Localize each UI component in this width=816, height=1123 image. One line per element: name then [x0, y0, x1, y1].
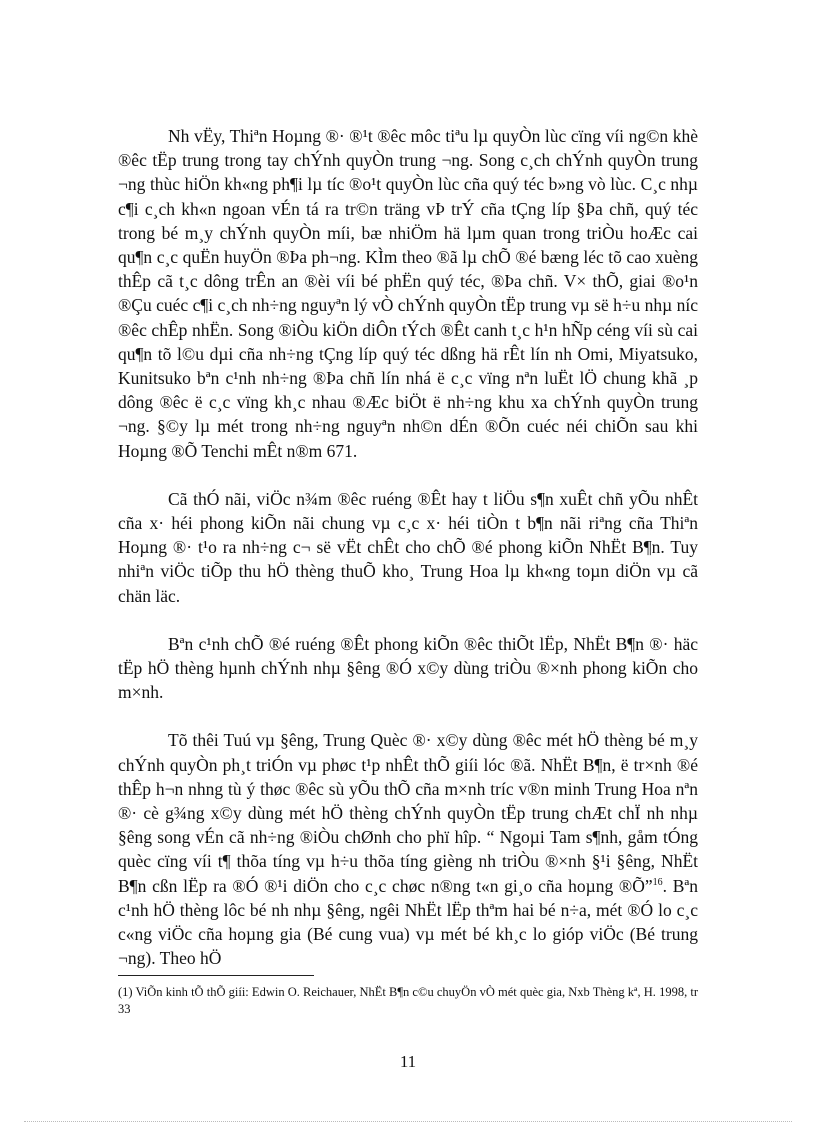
paragraph-3: Bªn c¹nh chÕ ®é ruéng ®Êt phong kiÕn ®êc thiÕt lËp, NhËt B¶n ®· häc tËp hÖ thèng hµnh chÝnh nhµ §êng ®Ó x©y dùng triÒu ®×nh phong kiÕn cho m×nh.	[118, 633, 698, 703]
page-bottom-divider	[24, 1121, 792, 1122]
paragraph-4: Tõ thêi Tuú vµ §êng, Trung Quèc ®· x©y dùng ®êc mét hÖ thèng bé m¸y chÝnh quyÒn ph¸t triÓn vµ phøc t¹p nhÊt thÕ giíi lóc ®ã. NhËt B¶n, ë tr×nh ®é thÊp h¬n nhng tù ý thøc ®êc sù yÕu thÕ cña m×nh tríc v®n minh Trung Hoa nªn ®· cè g¾ng x©y dùng mét hÖ thèng chÝnh quyÒn tËp trung chÆt chÏ nh nhµ §êng song vÉn cã nh÷ng ®iÒu chØnh cho phï hîp. “ Ngoµi Tam s¶nh, gåm tÓng quèc cïng víi t¶ thõa tíng vµ h÷u thõa tíng gièng nh triÒu ®×nh §¹i §êng, NhËt B¶n cßn lËp ra ®Ó ®¹i diÖn cho c¸c chøc n®ng t«n gi¸o cña hoµng ®Õ”$^{16}$. Bªn c¹nh hÖ thèng lôc bé nh nhµ §êng, ngêi NhËt lËp thªm hai bé n÷a, mét ®Ó lo c¸c c«ng viÖc cña hoµng gia (Bé cung vua) vµ mét bé kh¸c lo gióp viÖc (Bé trung ¬ng). Theo hÖ	[118, 730, 699, 969]
paragraph-2: Cã thÓ nãi, viÖc n¾m ®êc ruéng ®Êt hay t liÖu s¶n xuÊt chñ yÕu nhÊt cña x· héi phong kiÕn nãi chung vµ c¸c x· héi tiÒn t b¶n nãi riªng cña Thiªn Hoµng ®· t¹o ra nh÷ng c¬ së vËt chÊt cho chÕ ®é phong kiÕn NhËt B¶n. Tuy nhiªn viÖc tiÕp thu hÖ thèng thuÕ kho¸ Trung Hoa lµ kh«ng toµn diÖn vµ cã chän läc.	[118, 488, 698, 606]
paragraph-4-text: Tõ thêi Tuú vµ §êng, Trung Quèc ®· x©y dùng ®êc mét hÖ thèng bé m¸y chÝnh quyÒn ph¸t triÓn vµ phøc t¹p nhÊt thÕ giíi lóc ®ã. NhËt B¶n, ë tr×nh ®é thÊp h¬n nhng tù ý thøc ®êc sù yÕu thÕ cña m×nh tríc v®n minh Trung Hoa nªn ®· cè g¾ng x©y dùng mét hÖ thèng chÝnh quyÒn tËp trung chÆt chÏ nh nhµ §êng song vÉn cã nh÷ng ®iÒu chØnh cho phï hîp. “ Ngoµi Tam s¶nh, gåm tÓng quèc cïng víi t¶ thõa tíng vµ h÷u thõa tíng gièng nh triÒu ®×nh §¹i §êng, NhËt B¶n cßn lËp ra ®Ó ®¹i diÖn cho c¸c chøc n®ng t«n gi¸o cña hoµng ®Õ”	[118, 730, 698, 896]
footnote-reference: 16	[652, 876, 663, 888]
footnote-separator	[118, 975, 314, 976]
page-number: 11	[399, 1052, 417, 1071]
paragraph-1: Nh vËy, Thiªn Hoµng ®· ®¹t ®êc môc tiªu lµ quyÒn lùc cïng víi ng©n khè ®êc tËp trung trong tay chÝnh quyÒn trung ¬ng. Song c¸ch chÝnh quyÒn trung ¬ng thùc hiÖn kh«ng ph¶i lµ tíc ®o¹t quyÒn lùc cña quý téc b»ng vò lùc. C¸c nhµ c¶i c¸ch kh«n ngoan vÉn tá ra tr©n träng vÞ trÝ cña tÇng líp §Þa chñ, quý téc trong bé m¸y chÝnh quyÒn míi, bæ nhiÖm hä lµm quan trong triÒu hoÆc cai qu¶n c¸c quËn huyÖn ®Þa ph¬ng. KÌm theo ®ã lµ chÕ ®é bæng léc tõ cao xuèng thÊp cã t¸c dông trÊn an ®èi víi bé phËn quý téc, ®Þa chñ. V× thÕ, giai ®o¹n ®Çu cuéc c¶i c¸ch nh÷ng nguyªn lý vÒ chÝnh quyÒn tËp trung vµ së h÷u nhµ níc ®êc chÊp nhËn. Song ®iÒu kiÖn diÔn tÝch ®Êt canh t¸c h¹n hÑp céng víi sù cai qu¶n tõ l©u dµi cña nh÷ng tÇng líp quý téc dßng hä rÊt lín nh Omi, Miyatsuko, Kunitsuko bªn c¹nh nh÷ng ®Þa chñ lín nhá ë c¸c vïng nªn luËt lÖ chung khã ¸p dông ®êc ë c¸c vïng kh¸c nhau ®Æc biÖt ë nh÷ng khu xa chÝnh quyÒn trung ¬ng. §©y lµ mét trong nh÷ng nguyªn nh©n dÉn ®Õn cuéc néi chiÕn sau khi Hoµng ®Õ Tenchi mÊt n®m 671.	[118, 126, 698, 461]
footnote: (1) ViÕn kinh tÕ thÕ giíi: Edwin O. Reichauer, NhËt B¶n c©u chuyÖn vÒ mét quèc gia, Nxb Thèng kª, H. 1998, tr 33	[118, 985, 698, 1016]
paragraph-4-continued: Bªn c¹nh hÖ thèng lôc bé nh nhµ §êng, ngêi NhËt lËp thªm hai bé n÷a, mét ®Ó lo c¸c c«ng viÖc cña hoµng gia (Bé cung vua) vµ mét bé kh¸c lo gióp viÖc (Bé trung ¬ng). Theo hÖ	[118, 875, 699, 969]
body-text	[118, 124, 698, 995]
